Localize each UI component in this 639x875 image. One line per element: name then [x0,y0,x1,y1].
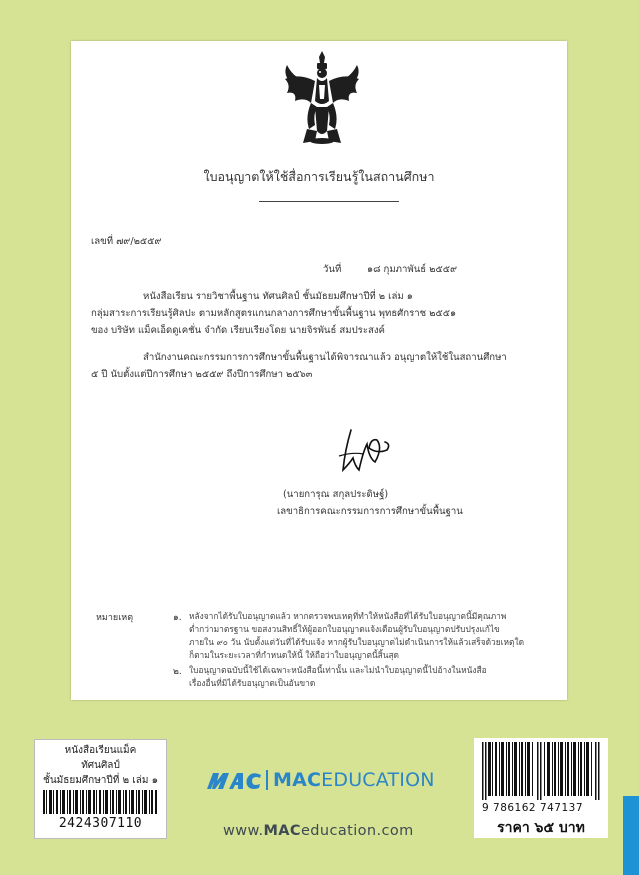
note-line: เรื่องอื่นที่มิได้รับอนุญาตเป็นอันขาด [189,678,316,688]
note-number: ๑. [173,613,182,623]
brand-name-rest: EDUCATION [321,769,435,791]
signature [333,422,403,482]
price: ราคา ๖๕ บาท [497,820,585,836]
note-line: ต่ำกว่ามาตรฐาน ขอสงวนสิทธิ์ให้ผู้ออกใบอนุญาตแจ้งเตือนผู้รับใบอนุญาตปรับปรุงแก้ไข [189,624,500,634]
date-value: ๑๘ กุมภาพันธ์ ๒๕๕๙ [367,264,458,275]
logo-separator [266,770,268,790]
label-line: ชั้นมัธยมศึกษาปีที่ ๒ เล่ม ๑ [43,775,158,786]
blue-edge-tab [623,796,639,875]
body-line: ของ บริษัท แม็คเอ็ดดูเคชั่น จำกัด เรียบเรียงโดย นายจิรพันธ์ สมประสงค์ [91,325,385,336]
signer-title: เลขาธิการคณะกรรมการการศึกษาขั้นพื้นฐาน [277,506,463,517]
label-line: ทัศนศิลป์ [81,760,120,771]
website-bold: MAC [263,823,301,839]
body-line: สำนักงานคณะกรรมการการศึกษาขั้นพื้นฐานได้พิจารณาแล้ว อนุญาตให้ใช้ในสถานศึกษา [143,352,507,363]
brand-name [273,769,435,791]
note-line: หลังจากได้รับใบอนุญาตแล้ว หากตรวจพบเหตุที่ทำให้หนังสือที่ได้รับใบอนุญาตนี้มีคุณภาพ [189,611,507,621]
label-code: 2424307110 [58,816,143,831]
note-line: ก็ตามในระยะเวลาที่กำหนดให้นี้ ให้ถือว่าใบอนุญาตนี้สิ้นสุด [189,650,399,660]
isbn-barcode-box [474,738,608,838]
date-label: วันที่ [323,264,342,275]
inventory-label [34,739,167,839]
document-title: ใบอนุญาตให้ใช้สื่อการเรียนรู้ในสถานศึกษา [203,169,435,184]
body-line: หนังสือเรียน รายวิชาพื้นฐาน ทัศนศิลป์ ชั้นมัธยมศึกษาปีที่ ๒ เล่ม ๑ [143,291,413,302]
publisher-logo [205,768,435,792]
website-url[interactable] [223,823,414,839]
mac-logo-icon [205,769,263,791]
body-line: ๕ ปี นับตั้งแต่ปีการศึกษา ๒๕๕๙ ถึงปีการศึกษา ๒๕๖๓ [91,369,313,380]
label-line: หนังสือเรียนแม็ค [64,745,137,756]
note-number: ๒. [173,667,182,677]
garuda-emblem [281,51,363,147]
website-suffix: education.com [300,823,414,839]
title-underline [259,201,399,202]
note-line: ภายใน ๙๐ วัน นับตั้งแต่วันที่ได้รับแจ้ง หากผู้รับใบอนุญาตไม่ดำเนินการให้แล้วเสร็จด้วยเหตุใด [189,637,525,647]
permit-number: เลขที่ ๗๙/๒๕๕๙ [91,236,162,247]
isbn-barcode [482,742,600,800]
brand-name-bold: MAC [273,769,322,791]
note-line: ใบอนุญาตฉบับนี้ใช้ได้เฉพาะหนังสือนี้เท่านั้น และไม่นำใบอนุญาตนี้ไปอ้างในหนังสือ [189,665,487,675]
label-barcode [43,790,157,814]
signer-name: (นายการุณ สกุลประดิษฐ์) [283,489,389,500]
notes-label: หมายเหตุ [96,613,134,623]
permit-document [71,41,567,700]
isbn-number: 9 786162 747137 [482,802,584,814]
website-prefix: www. [223,823,264,839]
body-line: กลุ่มสาระการเรียนรู้ศิลปะ ตามหลักสูตรแกนกลางการศึกษาขั้นพื้นฐาน พุทธศักราช ๒๕๕๑ [91,308,457,319]
